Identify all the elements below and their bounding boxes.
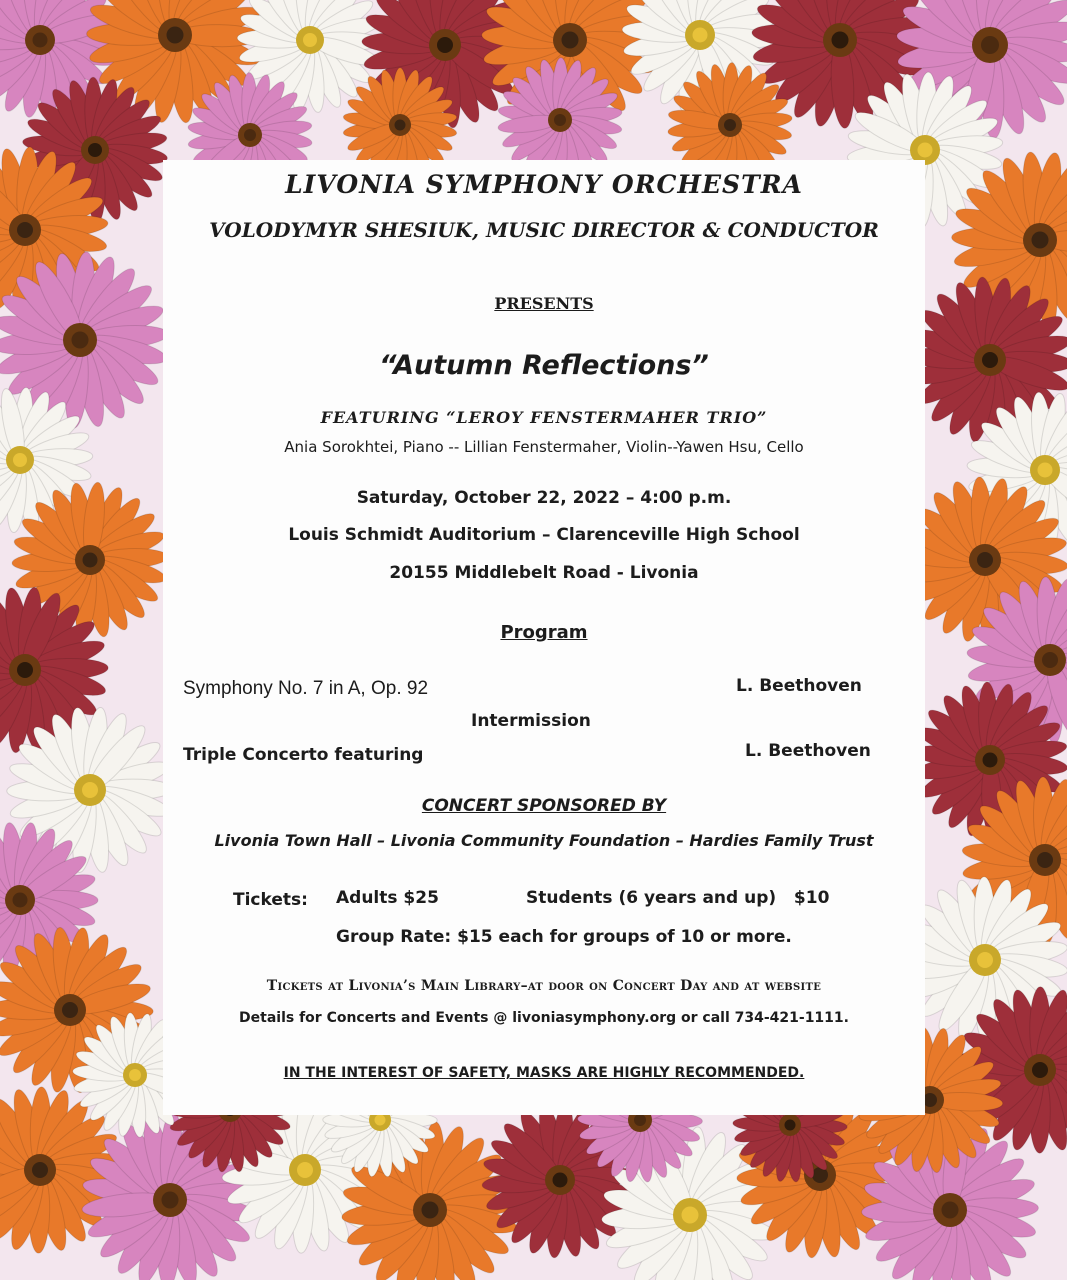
sponsor-names: Livonia Town Hall – Livonia Community Foundation – Hardies Family Trust: [214, 831, 874, 850]
address: 20155 Middlebelt Road - Livonia: [389, 563, 699, 583]
intermission-label: Intermission: [471, 711, 591, 731]
sponsor-heading: CONCERT SPONSORED BY: [421, 796, 667, 816]
adult-price: Adults $25: [336, 888, 439, 908]
program-item-composer: L. Beethoven: [745, 741, 871, 761]
presents-label: PRESENTS: [494, 294, 594, 313]
program-item-piece: Symphony No. 7 in A, Op. 92: [183, 678, 429, 699]
safety-notice: IN THE INTEREST OF SAFETY, MASKS ARE HIGHLY RECOMMENDED.: [283, 1065, 805, 1081]
featuring-line: FEATURING “LEROY FENSTERMAHER TRIO”: [320, 408, 768, 427]
concert-title: “Autumn Reflections”: [379, 350, 709, 381]
performers-line: Ania Sorokhtei, Piano -- Lillian Fenstermaher, Violin--Yawen Hsu, Cello: [284, 438, 804, 456]
group-rate: Group Rate: $15 each for groups of 10 or more.: [336, 927, 792, 947]
program-item-composer: L. Beethoven: [736, 676, 862, 696]
tickets-label: Tickets:: [233, 890, 308, 910]
orchestra-title: LIVONIA SYMPHONY ORCHESTRA: [285, 170, 803, 199]
venue: Louis Schmidt Auditorium – Clarenceville High School: [288, 525, 800, 545]
director-line: VOLODYMYR SHESIUK, MUSIC DIRECTOR & CONDUCTOR: [209, 218, 879, 242]
program-heading: Program: [500, 622, 588, 643]
flyer-panel: [163, 160, 925, 1115]
program-item-piece: Triple Concerto featuring: [183, 745, 424, 765]
student-price: Students (6 years and up) $10: [526, 888, 830, 908]
details-line: Details for Concerts and Events @ livoniasymphony.org or call 734-421-1111.: [239, 1010, 849, 1026]
ticket-locations: Tickets at Livonia’s Main Library–at door on Concert Day and at website: [266, 978, 822, 994]
date-time: Saturday, October 22, 2022 – 4:00 p.m.: [356, 488, 732, 508]
